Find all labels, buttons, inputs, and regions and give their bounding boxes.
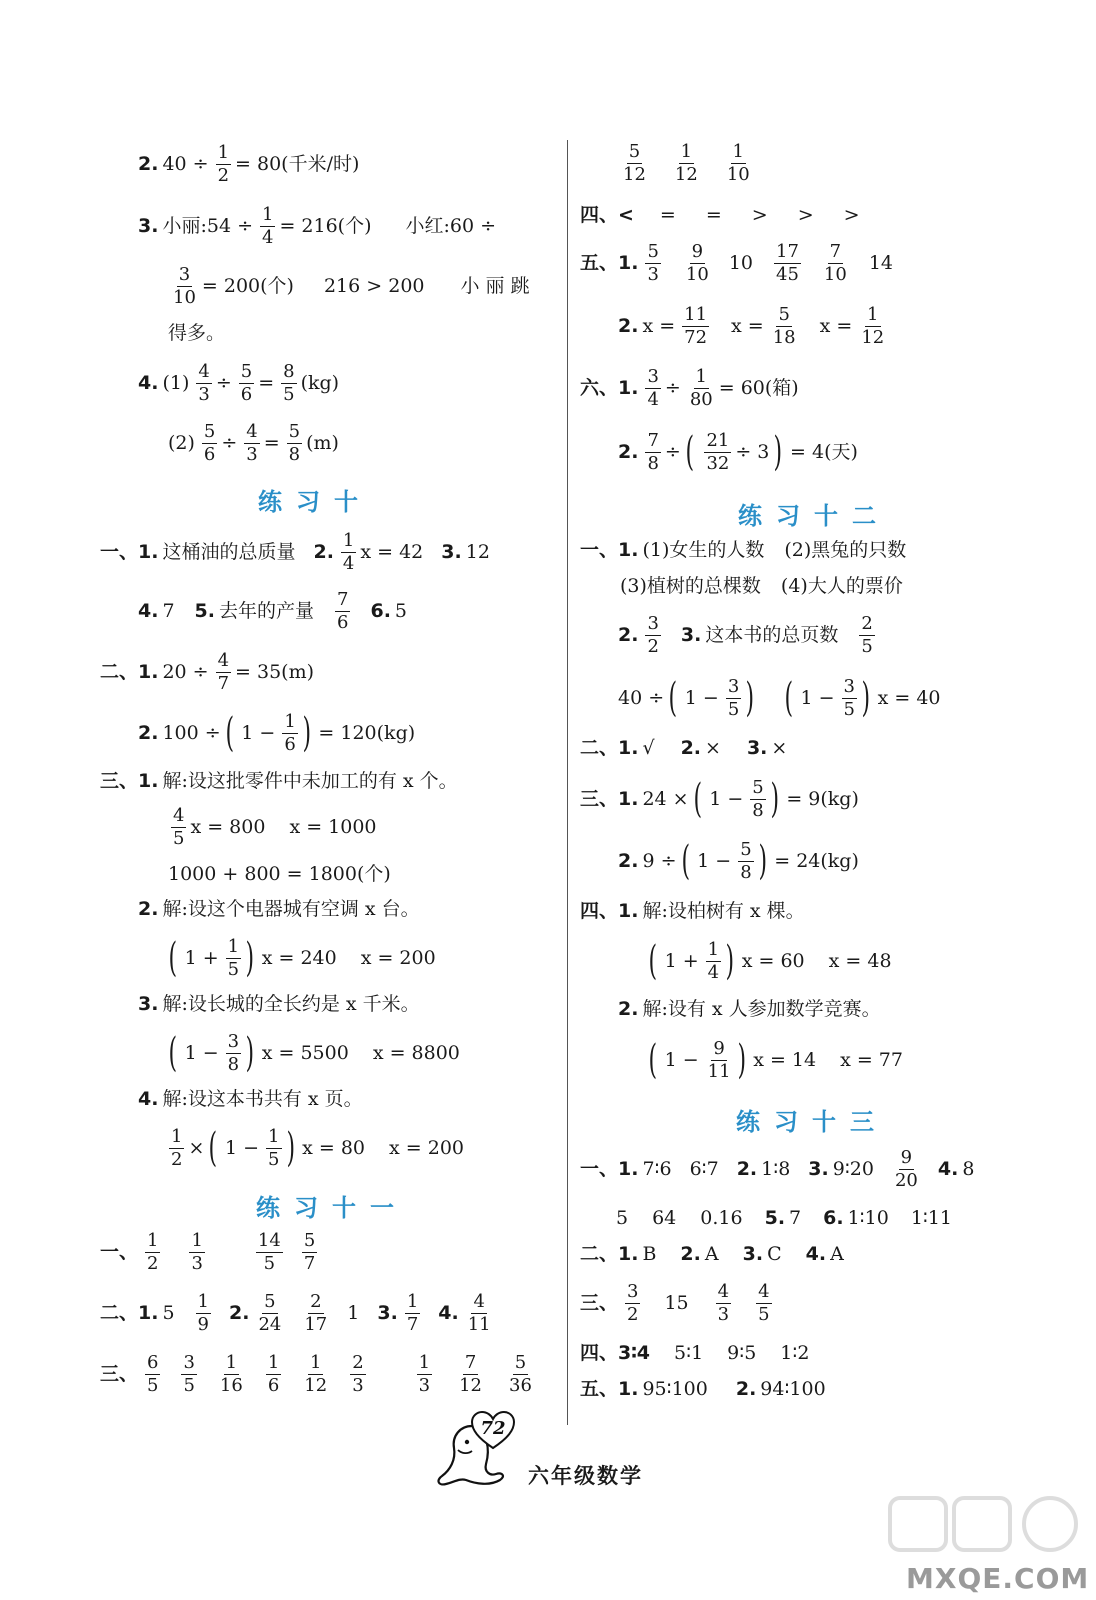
answer-line: 五、1. 95∶100 2. 94∶100 bbox=[580, 1378, 826, 1400]
answer-line: 得多。 bbox=[168, 322, 226, 344]
fraction: $\frac{7}{12}$ bbox=[459, 1352, 482, 1396]
answer-line: ( 1 − $\frac{9}{11}$ ) x = 14 x = 77 bbox=[648, 1037, 903, 1084]
answer-line: 1000 + 800 = 1800(个) bbox=[168, 863, 391, 885]
fraction: $\frac{4}{11}$ bbox=[467, 1291, 491, 1335]
fraction: $\frac{21}{32}$ bbox=[706, 430, 730, 474]
answer-line: $\frac{1}{2}$ × ( 1 − $\frac{1}{5}$ ) x = 80 x = 200 bbox=[171, 1125, 464, 1172]
fraction: $\frac{5}{24}$ bbox=[258, 1291, 282, 1335]
answer-line: 二、1. B 2. A 3. C 4. A bbox=[580, 1243, 844, 1265]
answer-line: 一、 $\frac{1}{2}$ $\frac{1}{3}$ $\frac{14}{5}$ $\frac{5}{7}$ bbox=[100, 1230, 316, 1274]
fraction: $\frac{5}{8}$ bbox=[752, 777, 764, 821]
answer-line: ( 1 + $\frac{1}{4}$ ) x = 60 x = 48 bbox=[648, 938, 892, 985]
answer-line: 4. 解:设这本书共有 x 页。 bbox=[138, 1088, 363, 1110]
answer-line bbox=[618, 142, 756, 185]
answer-line: 2. 100 ÷ ( 1 − $\frac{1}{6}$ ) = 120(kg) bbox=[138, 710, 416, 757]
fraction: $\frac{4}{3}$ bbox=[198, 361, 210, 405]
fraction: $\frac{4}{3}$ bbox=[246, 421, 258, 465]
fraction: $\frac{7}{8}$ bbox=[647, 430, 659, 474]
fraction: $\frac{1}{6}$ bbox=[267, 1352, 280, 1396]
page-number: 72 bbox=[480, 1418, 506, 1439]
answer-line: 一、1. 7∶6 6∶7 2. 1∶8 3. 9∶20 $\frac{9}{20}$ 4. 8 bbox=[580, 1147, 975, 1191]
fraction: $\frac{1}{2}$ bbox=[147, 1230, 159, 1274]
fraction: $\frac{5}{6}$ bbox=[240, 361, 253, 405]
fraction: $\frac{1}{9}$ bbox=[197, 1291, 209, 1335]
answer-line: $\frac{4}{5}$ x = 800 x = 1000 bbox=[173, 805, 377, 849]
fraction: $\frac{11}{72}$ bbox=[684, 304, 708, 348]
fraction: $\frac{1}{12}$ bbox=[304, 1352, 328, 1396]
fraction: $\frac{1}{3}$ bbox=[191, 1230, 203, 1274]
fraction: $\frac{2}{17}$ bbox=[304, 1291, 328, 1335]
fraction: $\frac{1}{12}$ bbox=[674, 141, 698, 185]
watermark-logo bbox=[880, 1490, 1080, 1560]
answer-line: 三、1. 解:设这批零件中未加工的有 x 个。 bbox=[100, 770, 458, 792]
fraction: $\frac{6}{5}$ bbox=[147, 1352, 159, 1396]
fraction: $\frac{1}{10}$ bbox=[726, 141, 750, 185]
fraction: $\frac{1}{16}$ bbox=[219, 1352, 243, 1396]
answer-line: ( 1 − $\frac{3}{8}$ ) x = 5500 x = 8800 bbox=[168, 1030, 460, 1077]
fraction: $\frac{1}{5}$ bbox=[227, 936, 240, 980]
fraction: $\frac{5}{3}$ bbox=[647, 241, 659, 285]
fraction: $\frac{3}{8}$ bbox=[227, 1031, 240, 1075]
answer-line: 四、3∶4 5∶1 9∶5 1∶2 bbox=[580, 1342, 810, 1364]
fraction: $\frac{1}{5}$ bbox=[268, 1126, 280, 1170]
fraction: $\frac{5}{7}$ bbox=[303, 1230, 316, 1274]
footer-title: 六年级数学 bbox=[528, 1464, 643, 1488]
answer-line: 三、 $\frac{6}{5}$ $\frac{3}{5}$ $\frac{1}{16}$ $\frac{1}{6}$ $\frac{1}{12}$ $\frac{2}{3}$ $\frac{1}{3}$ $\frac{7}{12}$ $\frac{5}{36}$ bbox=[100, 1352, 532, 1396]
fraction: $\frac{4}{7}$ bbox=[217, 650, 230, 694]
answer-line: 五、1. $\frac{5}{3}$ $\frac{9}{10}$ 10 $\frac{17}{45}$ $\frac{7}{10}$ 14 bbox=[580, 241, 893, 285]
answer-line: 2. x = $\frac{11}{72}$ x = $\frac{5}{18}$ x = $\frac{1}{12}$ bbox=[618, 304, 885, 348]
fraction: $\frac{2}{3}$ bbox=[352, 1352, 364, 1396]
answer-line: 2. 解:设这个电器城有空调 x 台。 bbox=[138, 898, 420, 920]
fraction: $\frac{7}{6}$ bbox=[337, 589, 349, 633]
answer-line: 2. 40 ÷ $\frac{1}{2}$ = 80(千米/时) bbox=[138, 142, 360, 186]
answer-line: 四、1. 解:设柏树有 x 棵。 bbox=[580, 900, 805, 922]
fraction: $\frac{1}{6}$ bbox=[284, 711, 296, 755]
answer-line: ( 1 + $\frac{1}{5}$ ) x = 240 x = 200 bbox=[168, 935, 436, 982]
fraction: $\frac{3}{10}$ bbox=[173, 264, 196, 308]
answer-line: 2. $\frac{3}{2}$ 3. 这本书的总页数 $\frac{2}{5}$ bbox=[618, 613, 873, 657]
fraction: $\frac{1}{4}$ bbox=[262, 204, 274, 248]
answer-line: 三、 $\frac{3}{2}$ 15 $\frac{4}{3}$ $\frac{4}{5}$ bbox=[580, 1281, 770, 1325]
fraction: $\frac{5}{36}$ bbox=[509, 1352, 532, 1396]
fraction: $\frac{1}{3}$ bbox=[418, 1352, 431, 1396]
answer-line: 二、1. √ 2. × 3. × bbox=[580, 737, 788, 759]
answer-line: 4. (1) $\frac{4}{3}$ ÷ $\frac{5}{6}$ = $\frac{8}{5}$ (kg) bbox=[138, 361, 340, 405]
fraction: $\frac{2}{5}$ bbox=[861, 613, 873, 657]
fraction: $\frac{5}{8}$ bbox=[288, 421, 301, 465]
fraction: $\frac{5}{8}$ bbox=[740, 839, 752, 883]
column-divider bbox=[567, 140, 568, 1425]
fraction: $\frac{1}{4}$ bbox=[707, 939, 720, 983]
fraction: $\frac{5}{12}$ bbox=[623, 141, 646, 185]
fraction: $\frac{4}{3}$ bbox=[717, 1281, 730, 1325]
fraction: $\frac{4}{5}$ bbox=[173, 805, 185, 849]
fraction: $\frac{9}{20}$ bbox=[894, 1147, 918, 1191]
answer-line: (3)植树的总棵数 (4)大人的票价 bbox=[620, 575, 903, 597]
answer-line: 二、1. 20 ÷ $\frac{4}{7}$ = 35(m) bbox=[100, 650, 315, 694]
answer-line: 3. 解:设长城的全长约是 x 千米。 bbox=[138, 993, 420, 1015]
fraction: $\frac{1}{4}$ bbox=[342, 530, 355, 574]
watermark-text: MXQE.COM bbox=[906, 1562, 1090, 1595]
answer-line: 二、1. 5 $\frac{1}{9}$ 2. $\frac{5}{24}$ $\frac{2}{17}$ 1 3. $\frac{1}{7}$ 4. $\frac{4}{11}$ bbox=[100, 1291, 491, 1335]
fraction: $\frac{4}{5}$ bbox=[758, 1281, 770, 1325]
fraction: $\frac{3}{2}$ bbox=[647, 613, 659, 657]
page-number-heart bbox=[470, 1410, 516, 1450]
fraction: $\frac{5}{6}$ bbox=[203, 421, 216, 465]
answer-line: 4. 7 5. 去年的产量 $\frac{7}{6}$ 6. 5 bbox=[138, 589, 408, 633]
answer-line: 2. 解:设有 x 人参加数学竞赛。 bbox=[618, 998, 881, 1020]
section-heading: 练习十三 bbox=[736, 1108, 888, 1136]
section-heading: 练习十二 bbox=[738, 502, 890, 530]
answer-line: 一、1. (1)女生的人数 (2)黑兔的只数 bbox=[580, 539, 907, 561]
fraction: $\frac{14}{5}$ bbox=[257, 1230, 281, 1274]
answer-line: 5 64 0.16 5. 7 6. 1∶10 1∶11 bbox=[616, 1207, 953, 1229]
section-heading: 练习十一 bbox=[256, 1194, 408, 1222]
answer-line: 2. 9 ÷ ( 1 − $\frac{5}{8}$ ) = 24(kg) bbox=[618, 838, 859, 885]
fraction: $\frac{8}{5}$ bbox=[283, 361, 295, 405]
answer-line: 3. 小丽:54 ÷ $\frac{1}{4}$ = 216(个) 小红:60 ÷ bbox=[138, 204, 497, 248]
fraction: $\frac{1}{80}$ bbox=[689, 366, 713, 410]
answer-line: 三、1. 24 × ( 1 − $\frac{5}{8}$ ) = 9(kg) bbox=[580, 776, 859, 823]
fraction: $\frac{3}{5}$ bbox=[843, 676, 855, 720]
answer-line: 六、1. $\frac{3}{4}$ ÷ $\frac{1}{80}$ = 60(箱) bbox=[580, 366, 799, 410]
section-heading: 练习十 bbox=[258, 488, 372, 516]
answer-line: $\frac{3}{10}$ = 200(个) 216 > 200 小 丽 跳 bbox=[173, 264, 530, 308]
fraction: $\frac{17}{45}$ bbox=[776, 241, 799, 285]
fraction: $\frac{1}{2}$ bbox=[171, 1126, 183, 1170]
fraction: $\frac{3}{4}$ bbox=[647, 366, 659, 410]
answer-line: 2. $\frac{7}{8}$ ÷ ( $\frac{21}{32}$ ÷ 3 ) = 4(天) bbox=[618, 429, 858, 476]
fraction: $\frac{3}{5}$ bbox=[727, 676, 740, 720]
fraction: $\frac{7}{10}$ bbox=[823, 241, 847, 285]
fraction: $\frac{1}{12}$ bbox=[861, 304, 885, 348]
fraction: $\frac{1}{2}$ bbox=[217, 142, 230, 186]
fraction: $\frac{9}{11}$ bbox=[707, 1038, 731, 1082]
fraction: $\frac{1}{7}$ bbox=[406, 1291, 419, 1335]
fraction: $\frac{3}{2}$ bbox=[627, 1281, 639, 1325]
fraction: $\frac{3}{5}$ bbox=[183, 1352, 195, 1396]
answer-line: 四、< = = > > > bbox=[580, 204, 860, 226]
fraction: $\frac{9}{10}$ bbox=[685, 241, 709, 285]
fraction: $\frac{5}{18}$ bbox=[772, 304, 796, 348]
answer-line: 一、1. 这桶油的总质量 2. $\frac{1}{4}$ x = 42 3. 12 bbox=[100, 530, 490, 574]
answer-line: (2) $\frac{5}{6}$ ÷ $\frac{4}{3}$ = $\frac{5}{8}$ (m) bbox=[168, 421, 339, 465]
answer-line: 40 ÷ ( 1 − $\frac{3}{5}$ ) ( 1 − $\frac{3}{5}$ ) x = 40 bbox=[618, 675, 941, 722]
